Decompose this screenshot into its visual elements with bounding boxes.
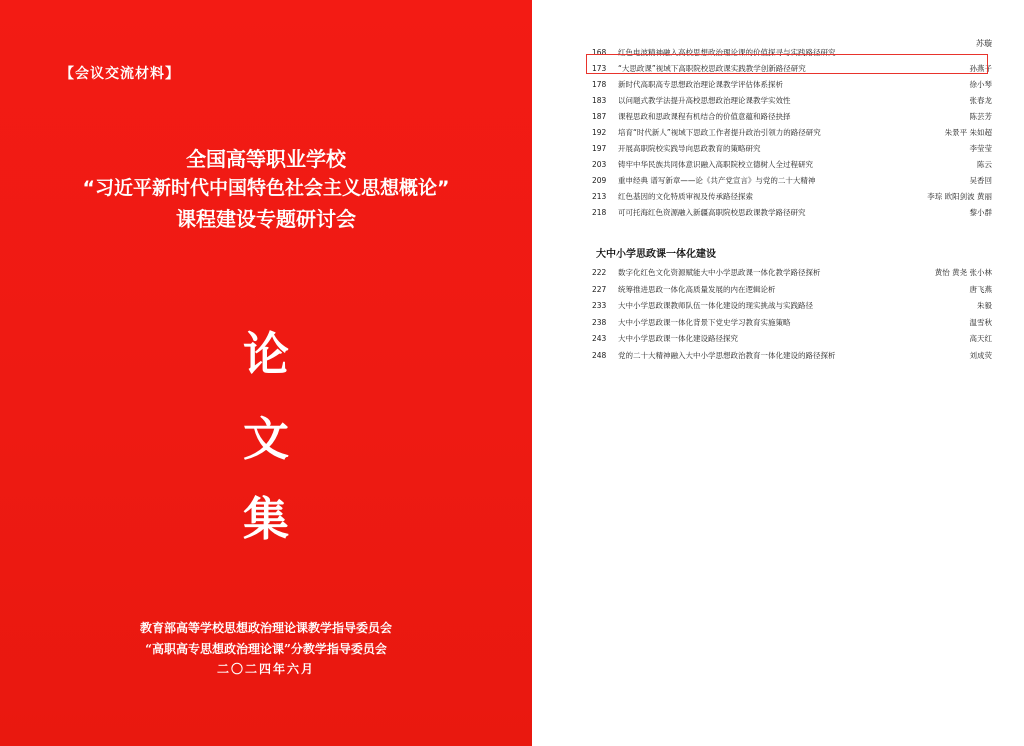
toc-title: 红色电波精神融入高校思想政治理论课的价值探寻与实践路径研究 [618, 48, 836, 57]
toc-page-number: 238 [592, 317, 607, 327]
toc-page-number: 203 [592, 160, 607, 169]
cover-date: 二〇二四年六月 [216, 662, 315, 676]
toc-page-number: 178 [592, 80, 607, 89]
toc-row [592, 126, 992, 140]
table-of-contents-page [532, 0, 1024, 746]
toc-row [592, 158, 992, 172]
cover-title-line2: “习近平新时代中国特色社会主义思想概论” [82, 177, 450, 199]
toc-author: 温雪秋 [969, 317, 992, 327]
toc-page-number: 197 [592, 144, 607, 153]
toc-title: 培育“时代新人”视域下思政工作者提升政治引领力的路径研究 [618, 128, 821, 137]
toc-author: 唐飞燕 [969, 284, 992, 294]
toc-page-number: 243 [592, 334, 607, 344]
toc-title: 重申经典 谱写新章——论《共产党宣言》与党的二十大精神 [618, 176, 816, 185]
toc-page-number: 248 [592, 351, 607, 360]
toc-row [592, 94, 992, 108]
toc-row [592, 283, 992, 297]
toc-row [592, 316, 992, 330]
toc-page-number: 213 [592, 192, 607, 201]
toc-title: 大中小学思政课一体化背景下党史学习教育实施策略 [618, 317, 791, 327]
toc-title: 数字化红色文化资源赋能大中小学思政课一体化教学路径探析 [618, 268, 821, 277]
cover-big-char-3: 集 [243, 492, 289, 546]
cover-big-char-2: 文 [243, 412, 289, 466]
toc-row [592, 110, 992, 124]
toc-row [592, 266, 992, 280]
cover-organizer-2: “高职高专思想政治理论课”分教学指导委员会 [145, 642, 387, 656]
toc-author: 李莹莹 [969, 144, 992, 153]
toc-row [592, 46, 992, 60]
toc-title: 大中小学思政课教师队伍一体化建设的现实挑战与实践路径 [618, 301, 813, 311]
toc-author: 黎小群 [969, 208, 992, 217]
toc-author: 朱景平 朱如超 [944, 128, 992, 137]
toc-top-author: 苏璇 [976, 39, 992, 48]
toc-row [592, 349, 992, 363]
cover-title-line3: 课程建设专题研讨会 [176, 207, 356, 231]
toc-row [592, 78, 992, 92]
toc-title: 课程思政和思政课程有机结合的价值意蕴和路径抉择 [618, 112, 791, 121]
toc-page-number: 218 [592, 208, 607, 217]
toc-page-number: 209 [592, 176, 607, 185]
cover-big-char-1: 论 [243, 327, 289, 381]
toc-row [592, 142, 992, 156]
toc-author: 朱毅 [977, 301, 992, 311]
toc-author: 徐小琴 [969, 80, 992, 89]
toc-author: 高天红 [969, 334, 992, 344]
cover-organizer-1: 教育部高等学校思想政治理论课教学指导委员会 [139, 621, 392, 635]
toc-row [592, 332, 992, 346]
toc-author: 李琮 欧阳剑波 黄丽 [927, 192, 992, 201]
toc-title: “大思政课”视域下高职院校思政课实践教学创新路径研究 [618, 64, 806, 73]
toc-page-number: 222 [592, 268, 607, 277]
toc-page-number: 227 [592, 284, 607, 294]
toc-row [592, 174, 992, 188]
toc-title: 党的二十大精神融入大中小学思想政治教育一体化建设的路径探析 [618, 351, 836, 360]
toc-author: 张春龙 [969, 96, 992, 105]
toc-page-number: 192 [592, 128, 607, 137]
toc-title: 红色基因的文化特质审视及传承路径探索 [618, 192, 753, 201]
toc-title: 铸牢中华民族共同体意识融入高职院校立德树人全过程研究 [618, 160, 813, 169]
toc-title: 开展高职院校实践导向思政教育的策略研究 [618, 144, 761, 153]
toc-page-number: 187 [592, 112, 607, 121]
toc-section-title: 大中小学思政课一体化建设 [596, 249, 716, 260]
toc-title: 以问题式教学法提升高校思想政治理论课教学实效性 [618, 96, 791, 105]
cover-title-line1: 全国高等职业学校 [186, 147, 346, 171]
toc-page-number: 173 [592, 64, 607, 73]
toc-author: 黄怡 黄尧 张小林 [934, 268, 992, 277]
toc-author: 陈云 [977, 160, 992, 169]
toc-page-number: 168 [592, 48, 607, 57]
toc-title: 统筹推进思政一体化高质量发展的内在逻辑论析 [618, 284, 776, 294]
toc-row [592, 62, 992, 76]
cover-tag: 【会议交流材料】 [60, 66, 180, 82]
toc-author: 孙燕子 [969, 64, 992, 73]
toc-title: 大中小学思政课一体化建设路径探究 [618, 334, 738, 344]
toc-page-number: 233 [592, 301, 607, 311]
toc-author: 陈芸芳 [969, 112, 992, 121]
toc-author: 刘成荧 [969, 351, 992, 360]
toc-row [592, 190, 992, 204]
toc-row [592, 299, 992, 313]
toc-author: 吴香回 [969, 176, 992, 185]
toc-body [532, 0, 1024, 746]
toc-page-number: 183 [592, 96, 607, 105]
toc-row [592, 206, 992, 220]
toc-title: 可可托海红色资源融入新疆高职院校思政课教学路径研究 [618, 208, 806, 217]
toc-title: 新时代高职高专思想政治理论课教学评估体系探析 [618, 80, 783, 89]
